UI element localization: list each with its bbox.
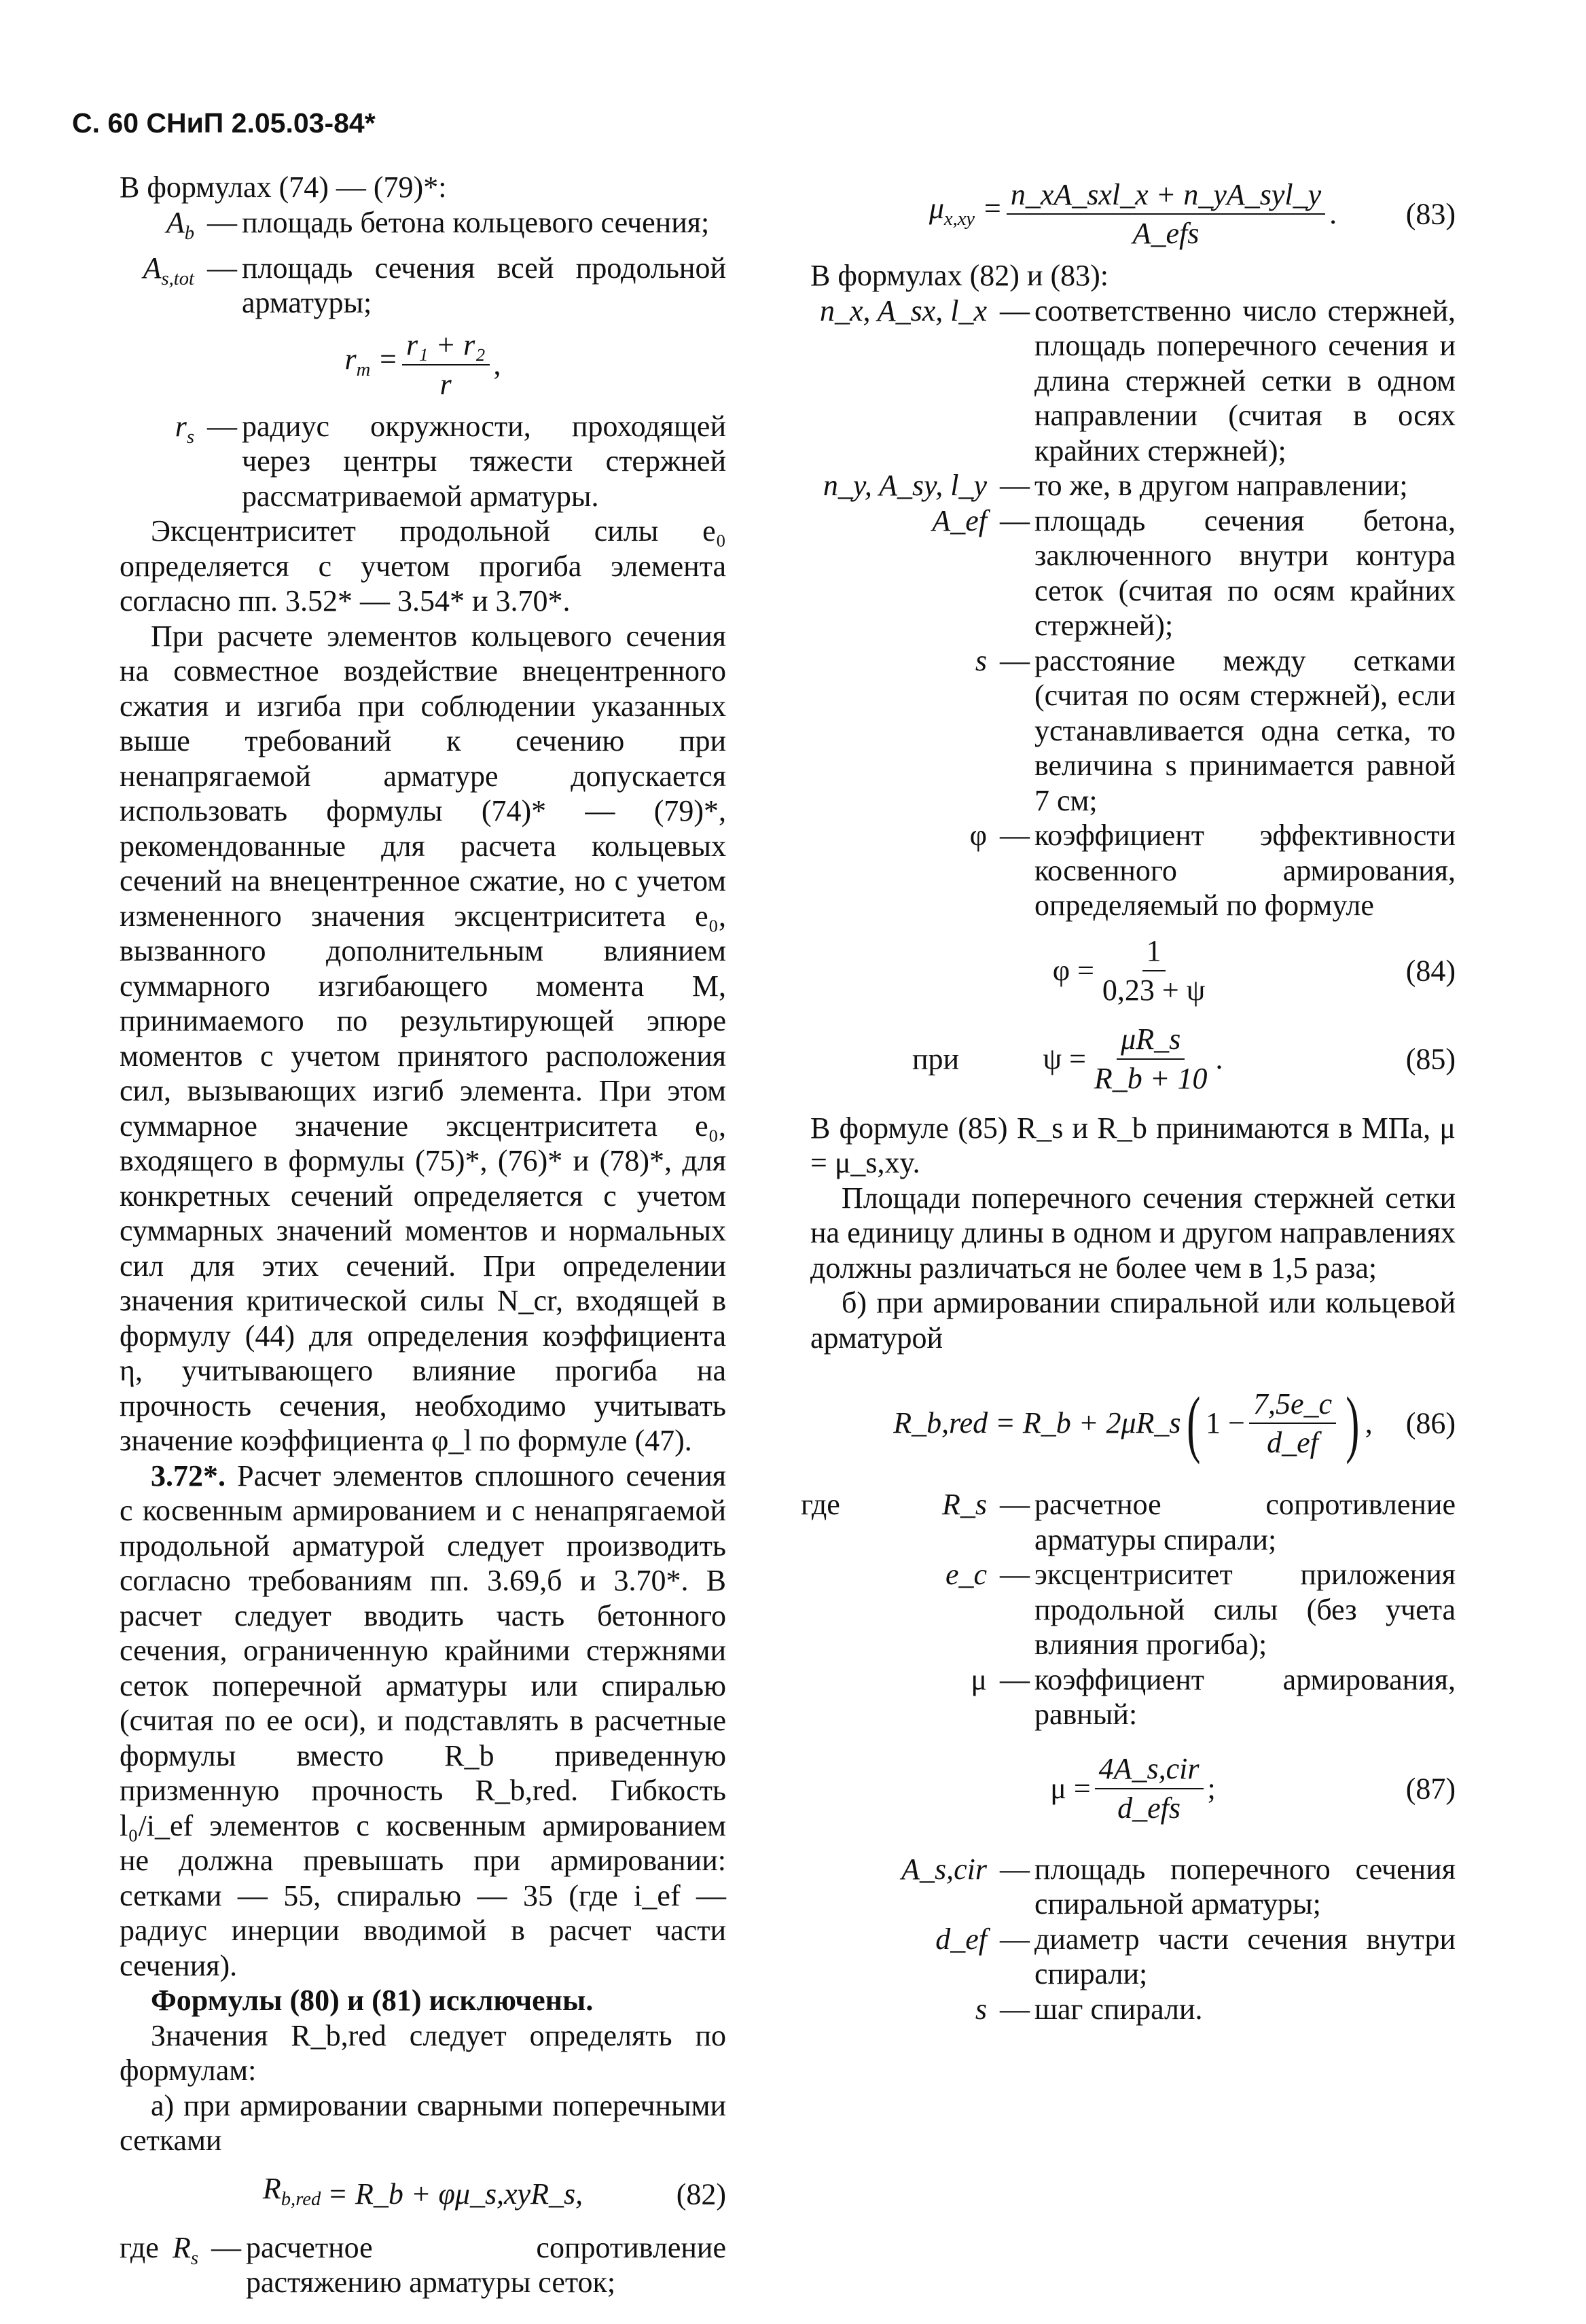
definition-dash: — — [211, 2230, 241, 2264]
formulas-intro: В формулах (74) — (79)*: — [120, 171, 447, 204]
definition-dash: — — [1000, 1488, 1030, 1521]
definition-nx — [810, 293, 1456, 469]
definition-symbol: R_s — [942, 1488, 987, 1521]
formula-lhs: ψ = — [1043, 1041, 1086, 1075]
definition-text: площадь бетона кольцевого сечения; — [242, 205, 710, 239]
definition-symbol: n_x, A_sx, l_x — [819, 293, 987, 327]
fraction: $\frac{7,5e\_c}{d\_ef}$ — [1249, 1387, 1336, 1461]
paragraph-f85-units: В формуле (85) R_s и R_b принимаются в МПа, μ = μ_s,xy. — [810, 1111, 1456, 1179]
definition-text: шаг спирали. — [1034, 1992, 1203, 2026]
definition-symbol: n_y, A_sy, l_y — [823, 469, 987, 502]
definition-Rs-mesh — [120, 2230, 726, 2300]
right-column — [801, 170, 1456, 2026]
definition-symbol: $R_s$ — [172, 2230, 198, 2269]
definition-dash: — — [1000, 469, 1030, 502]
paragraph-3-72: 3.72*. Расчет элементов сплошного сечения с косвенным армированием и с ненапрягаемой продольной арматурой следует производить согласно требованиям пп. 3.69,б и 3.70*. В расчет следует вводить часть бетонного сечения, ограниченную крайними стержнями сеток поперечной арматуры или спиралью (считая по ее оси), и подставлять в расчетные формулы вместо R_b приведенную призменную прочность R_b,red. Гибкость l₀/i_ef элементов с косвенным армированием не должна превышать при армировании: сетками — 55, спиралью — 35 (где i_ef — радиус инерции вводимой в расчет части сечения). — [120, 1459, 726, 1982]
definition-symbol: μ — [971, 1662, 987, 1696]
paragraph-excluded: Формулы (80) и (81) исключены. — [151, 1984, 594, 2018]
formula-lhs: $\mu_{x,xy}$ = — [929, 192, 1003, 230]
section-number: 3.72*. — [151, 1459, 226, 1492]
formula-number: (83) — [1405, 197, 1456, 231]
spiral-area-definitions — [810, 1852, 1456, 2027]
definition-symbol: $r_s$ — [175, 409, 194, 448]
formula-lhs: R_b,red = R_b + 2μR_s — [893, 1406, 1181, 1440]
formula-lhs: $r_m$ = — [344, 342, 398, 380]
definition-dash: — — [1000, 1922, 1030, 1956]
definition-text: радиус окружности, проходящей через центры тяжести стержней рассматриваемой арматуры. — [242, 409, 726, 513]
definition-Rs-spiral — [810, 1487, 1456, 1557]
fraction: $\frac{\text{4A\_s,cir}}{\text{d\_efs}}$ — [1095, 1751, 1204, 1825]
spiral-definitions — [801, 1487, 1456, 1732]
formula-82 — [120, 2165, 726, 2223]
open-paren: ( — [1186, 1382, 1200, 1465]
definition-text: расстояние между сетками (считая по осям стержней), если устанавливается одна сетка, то величина s принимается равной 7 см; — [1034, 643, 1456, 817]
definition-text: коэффициент армирования, равный: — [1034, 1662, 1456, 1731]
paragraph-values: Значения R_b,red следует определять по формулам: — [120, 2018, 726, 2088]
formula-number: (82) — [676, 2177, 726, 2211]
fraction: $\frac{\mu R\_s}{R\_b + 10}$ — [1094, 1022, 1208, 1095]
definition-text: площадь сечения бетона, заключенного внутри контура сеток (считая по осям крайних стержней); — [1034, 503, 1456, 642]
definition-text: диаметр части сечения внутри спирали; — [1034, 1922, 1456, 1990]
definition-text: площадь поперечного сечения спиральной арматуры; — [1034, 1852, 1456, 1920]
definition-dash: — — [1000, 819, 1030, 852]
definition-ec — [810, 1557, 1456, 1662]
definition-text: расчетное сопротивление растяжению арматуры сеток; — [246, 2230, 726, 2300]
fraction: $\frac{1}{0,23 + \psi}$ — [1102, 934, 1206, 1007]
close-paren: ) — [1346, 1382, 1360, 1465]
where-label: где — [801, 1488, 840, 1521]
definition-rs — [120, 409, 726, 514]
definition-text: эксцентриситет приложения продольной силы (без учета влияния прогиба); — [1034, 1558, 1456, 1661]
formula-lhs: $R_{b,red}$ — [262, 2172, 321, 2210]
formula-number: (85) — [1405, 1041, 1456, 1075]
definition-step — [810, 1992, 1456, 2027]
definition-symbol: A_ef — [932, 503, 987, 537]
definition-ny — [810, 468, 1456, 503]
formula-lead: при — [912, 1041, 960, 1075]
formula-rm: $r_m$ = $\frac{\text{r₁ + r₂}}{r}$ , — [344, 328, 501, 401]
formula-83: $\mu_{x,xy}$ = $\frac{\text{n\_xA\_sxl\_x + n\_yA\_syl\_y}}{\text{A\_efs}}$ . (83) — [929, 177, 1456, 250]
paragraph-case-a: а) при армировании сварными поперечными сетками — [120, 2088, 726, 2158]
formula-number: (86) — [1405, 1406, 1456, 1440]
definition-dash: — — [1000, 643, 1030, 677]
paragraph-ring-section: При расчете элементов кольцевого сечения на совместное воздействие внецентренного сжатия и изгиба при соблюдении указанных выше требований к сечению при ненапрягаемой арматуре допускается использовать формулы (74)* — (79)*, рекомендованные для расчета кольцевых сечений на внецентренное сжатие, но с учетом измененного значения эксцентриситета e₀, вызванного дополнительным влиянием суммарного изгибающего момента M, принимаемого по результирующей эпюре моментов с учетом принятого расположения сил, вызывающих изгиб элемента. При этом суммарное значение эксцентриситета e₀, входящего в формулы (75)*, (76)* и (78)*, для конкретных сечений определяется с учетом суммарных значений моментов и нормальных сил для этих сечений. При определении значения критической силы N_cr, входящей в формулу (44) для определения коэффициента η, учитывающего влияние прогиба на прочность сечения, необходимо учитывать значение коэффициента φ_l по формуле (47). — [120, 619, 726, 1458]
definition-symbol: φ — [969, 819, 987, 852]
definition-symbol: e_c — [945, 1558, 987, 1591]
definition-dash: — — [207, 409, 237, 443]
definition-dash: — — [1000, 503, 1030, 537]
formula-rhs: = R_b + φμ_s,xyR_s, — [327, 2177, 583, 2211]
formula-86: R_b,red = R_b + 2μR_s ( 1 − $\frac{7,5e\_c}{d\_ef}$ ) , (86) — [893, 1382, 1456, 1465]
paragraph-area: Площади поперечного сечения стержней сетки на единицу длины в одном и другом направлениях должны различаться не более чем в 1,5 раза; — [810, 1181, 1456, 1285]
definition-Ascir — [810, 1852, 1456, 1922]
definition-dash: — — [207, 251, 237, 285]
definition-symbol: s — [975, 643, 987, 677]
formula-lhs: φ = — [1052, 953, 1094, 987]
formula-lhs: μ = — [1050, 1771, 1091, 1805]
definition-Aef — [810, 503, 1456, 643]
formula-84 — [810, 930, 1456, 1012]
definition-symbol: $A_{s,tot}$ — [143, 251, 194, 289]
definition-dash: — — [1000, 1992, 1030, 2026]
definition-s — [810, 643, 1456, 819]
definition-dash: — — [1000, 293, 1030, 327]
definition-def — [810, 1922, 1456, 1992]
formula-85: при ψ = $\frac{\mu R\_s}{R\_b + 10}$ . (85) — [912, 1022, 1456, 1095]
formula-87: μ = $\frac{\text{4A\_s,cir}}{\text{d\_efs}}$ ; (87) — [1050, 1752, 1456, 1825]
definition-text: то же, в другом направлении; — [1034, 469, 1408, 502]
definition-mu — [810, 1662, 1456, 1732]
definition-phi — [810, 818, 1456, 923]
paragraph-eccentricity: Эксцентриситет продольной силы e₀ определяется с учетом прогиба элемента согласно пп. 3.52* — 3.54* и 3.70*. — [120, 514, 726, 618]
definition-text: расчетное сопротивление арматуры спирали; — [1034, 1488, 1456, 1556]
fraction: $\frac{\text{n\_xA\_sxl\_x + n\_yA\_syl\_y}}{\text{A\_efs}}$ — [1007, 177, 1325, 251]
definition-symbol: s — [975, 1992, 987, 2026]
definition-dash: — — [1000, 1852, 1030, 1886]
definition-text: площадь сечения всей продольной арматуры; — [242, 251, 726, 320]
definition-text: коэффициент эффективности косвенного армирования, определяемый по формуле — [1034, 819, 1456, 922]
formula-number: (87) — [1405, 1771, 1456, 1805]
definition-symbol: d_ef — [935, 1922, 987, 1956]
definition-Ab — [120, 205, 726, 251]
definition-text: соответственно число стержней, площадь поперечного сечения и длина стержней сетки в одном направлении (считая в осях крайних стержней); — [1034, 293, 1456, 467]
where-label: где — [120, 2230, 159, 2264]
definition-symbol: A_s,cir — [901, 1852, 987, 1886]
definition-symbol: $A_b$ — [166, 205, 194, 244]
definition-Astot — [120, 251, 726, 321]
left-column — [120, 170, 726, 2300]
definition-dash: — — [1000, 1662, 1030, 1696]
page-header: С. 60 СНиП 2.05.03-84* — [72, 107, 376, 139]
definition-dash: — — [1000, 1558, 1030, 1591]
paragraph-case-b: б) при армировании спиральной или кольцевой арматурой — [810, 1286, 1456, 1355]
formulas-intro: В формулах (82) и (83): — [810, 259, 1109, 292]
formula-number: (84) — [1405, 953, 1456, 987]
fraction: $\frac{\text{r₁ + r₂}}{r}$ — [402, 327, 490, 401]
definition-dash: — — [207, 205, 237, 239]
